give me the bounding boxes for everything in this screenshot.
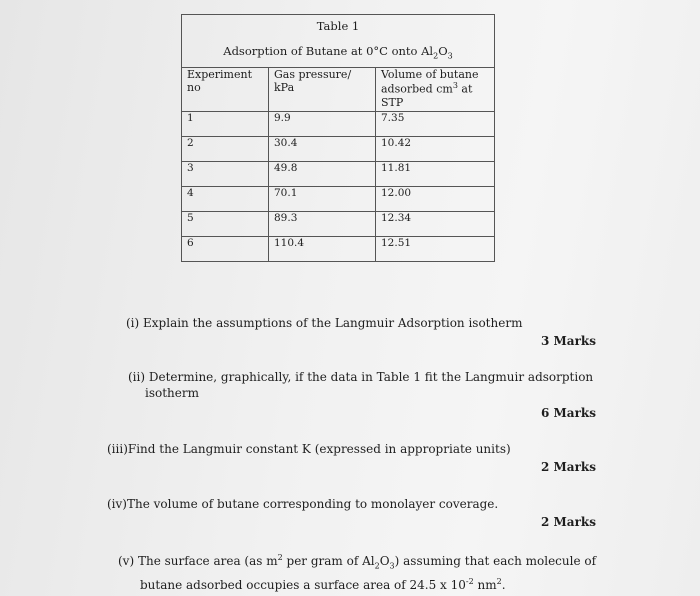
cell-experiment: 5 — [182, 212, 269, 237]
question-3: (iii)Find the Langmuir constant K (expressed in appropriate units) — [107, 442, 511, 456]
question-3-marks: 2 Marks — [541, 460, 596, 474]
table-row — [182, 112, 495, 137]
header-experiment: Experiment no — [182, 68, 269, 112]
cell-pressure: 70.1 — [269, 187, 376, 212]
cell-pressure: 9.9 — [269, 112, 376, 137]
cell-experiment: 2 — [182, 137, 269, 162]
header-pressure: Gas pressure/ kPa — [269, 68, 376, 112]
cell-pressure: 30.4 — [269, 137, 376, 162]
table-title: Table 1 — [316, 19, 360, 33]
question-1: (i) Explain the assumptions of the Langmuir Adsorption isotherm — [126, 316, 523, 330]
table-row — [182, 162, 495, 187]
cell-experiment: 3 — [182, 162, 269, 187]
question-2: (ii) Determine, graphically, if the data in Table 1 fit the Langmuir adsorption isotherm — [128, 370, 594, 400]
cell-pressure: 49.8 — [269, 162, 376, 187]
cell-volume: 10.42 — [376, 137, 495, 162]
question-4: (iv)The volume of butane corresponding to monolayer coverage. — [107, 497, 499, 511]
adsorption-table — [181, 14, 495, 262]
cell-volume: 12.51 — [376, 237, 495, 262]
table-caption — [182, 15, 495, 68]
header-volume: Volume of butane adsorbed $cm^3$ at STP — [376, 68, 495, 112]
cell-pressure: 110.4 — [269, 237, 376, 262]
table-row — [182, 187, 495, 212]
cell-volume: 12.00 — [376, 187, 495, 212]
table-row — [182, 137, 495, 162]
cell-experiment: 6 — [182, 237, 269, 262]
table-subtitle: Adsorption of Butane at 0°C onto $Al_2O_3$ — [223, 44, 453, 61]
table-header-row — [182, 68, 495, 112]
cell-volume: 7.35 — [376, 112, 495, 137]
question-5: (v) The surface area (as $m^2$ per gram of $Al_2O_3$) assuming that each molecule of butane adsorbed occupies a surface area of 24.5 x $10^{-2}$ $nm^2$. — [118, 553, 597, 593]
cell-volume: 12.34 — [376, 212, 495, 237]
cell-experiment: 4 — [182, 187, 269, 212]
table-row — [182, 237, 495, 262]
cell-experiment: 1 — [182, 112, 269, 137]
cell-pressure: 89.3 — [269, 212, 376, 237]
question-2-marks: 6 Marks — [541, 406, 596, 420]
table-row — [182, 212, 495, 237]
question-4-marks: 2 Marks — [541, 515, 596, 529]
question-1-marks: 3 Marks — [541, 334, 596, 348]
cell-volume: 11.81 — [376, 162, 495, 187]
